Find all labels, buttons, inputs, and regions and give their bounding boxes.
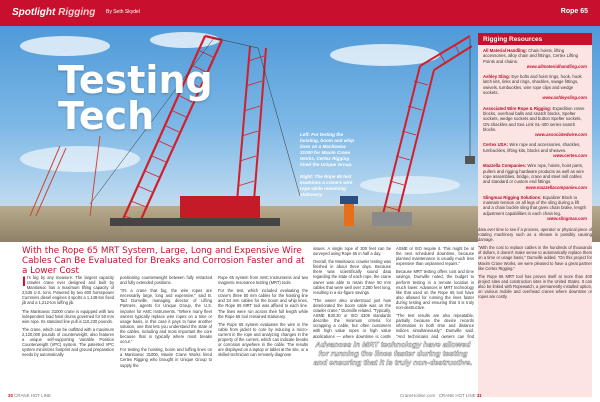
sidebar-entry-text: Equalizer Block to maintain tension on all legs of the sling during a lift and a chain buckle sling that gives chain brake, length adjustment capabilities in each chain leg. (483, 194, 586, 216)
body-paragraph: The crane, which can be outfitted with a maximum 2,120,000 pounds of counterweight, also features a unique self-supporting Variable Position Counterweight (VPC) system. The patented VPC system minimizes footprint and ground preparation needs by automatically (22, 326, 114, 358)
body-paragraph: "It's a crane that big, the wire ropes are necessarily large, long and expensive," said B. Tad Dumville, managing director of Lifting Partners, agents for Unique Group, the U.S. importer for AMC Instruments. "Where many fleet owners typically replace wire ropes on a time or usage basis, in this case it pays to have another solution, one that lets you understand the state of the cables, including and most important the core because that is typically where most breaks occur." (120, 288, 212, 345)
body-paragraph: The Manitowoc 31000 crane is equipped with two independent load hoist drums governed for 50 mm wire rope. Its standard line pull is 110,230 pounds. (22, 308, 114, 324)
body-column-4 (313, 246, 391, 338)
publication-name-left: CRANE HOT LINE (14, 393, 51, 398)
body-column-1 (22, 275, 114, 390)
sidebar-entry (483, 48, 587, 69)
header-bar-right (300, 0, 600, 26)
body-paragraph: For testing the hoisting, boom and luffing lines on a Manitowoc 31000, Maxim Crane Works hired Certex Rigging who brought in Unique Group to supply the (120, 347, 212, 368)
drop-cap: I (22, 275, 26, 289)
sidebar-entry-name: Associated Wire Rope & Rigging: (483, 105, 552, 111)
body-paragraph: t's big by any measure. The largest capacity crawler crane ever designed and built by Manitowoc has a maximum lifting capacity of 2,535 U.S. tons. Powered by two 600 horsepower Cummins diesel engines it sports a 1,148-ton fixed jib and a 1,212-ton luffing jib. (22, 275, 114, 306)
body-column-5 (396, 246, 474, 338)
body-paragraph: ASME or ISO require it. This might be at the next scheduled downtime, because planned maintenance is usually much less expensive than unplanned repairs." (396, 246, 474, 267)
byline: By Seth Skydel (106, 9, 140, 15)
sidebar-entry (483, 163, 587, 189)
title-line-1: Testing (58, 58, 213, 102)
body-paragraph: The Rope 65 MRT tool has proven itself at more than 400 project sites and construction sites in the United States. It can also be linked with Ropewatch, a permanently installed option, on various mobile and overhead cranes where downtime or ropes are costly. (478, 273, 592, 300)
body-column-2 (120, 275, 212, 390)
sidebar-entry (483, 74, 587, 100)
sidebar-entry-text: Chain hoists, lifting accessories, alloy chain and fittings, Certex Lifting Points and chains. (483, 48, 579, 64)
body-paragraph: Overall, the Manitowoc crawler testing was finished in about three days. Because there was scientifically sound data regarding the state of each rope, the crane owner was able to retain three 50 mm cables that were well over 3,280 feet long, resulting in a six-figure savings. (313, 259, 391, 295)
page-number-right: 31 (476, 393, 482, 398)
publication-name-right: CRANE HOT LINE (438, 393, 476, 398)
header-bar-left (0, 0, 300, 26)
sidebar-entry-name: Ashley Sling: (483, 74, 511, 80)
sidebar-entry-name: Certex USA: (483, 142, 509, 148)
footer-left (8, 393, 51, 398)
body-paragraph: "With the cost to replace cables in the hundreds of thousands of dollars, it doesn't make sense to automatically replace them on a time or usage basis," Dumville added. "On this project for Maxim Crane Works, we were pleased to have a great partner like Certex Rigging." (478, 245, 592, 271)
article-subtitle: With the Rope 65 MRT System, Large, Long and Expensive Wire Cables Can Be Evaluated for Breaks and Corrosion Faster and at a Lower Cost (22, 246, 305, 276)
sidebar-entry-url[interactable]: www.mazzellacompanies.com (525, 184, 587, 190)
body-paragraph: issues. A single rope of 300 feet can be surveyed using Rope 65 in half a day. (313, 246, 391, 257)
sidebar-entry (483, 195, 587, 221)
sidebar-entry (483, 142, 587, 158)
body-paragraph: Rope 65 system from AMC Instruments and two magnetic resonance testing (MRT) tools. (218, 275, 308, 286)
rigging-label: Rigging (58, 7, 96, 18)
body-paragraph: Because MRT testing offers cost and time savings, Dumville noted, the budget to perform testing in a remote location is much lower. Advances in MRT technology like that used on the Rope 65 tool have also allowed for running the lines faster during testing and ensuring that it is truly non-destructive. (396, 269, 474, 311)
sidebar-entry-name: All Material Handling: (483, 48, 527, 53)
caption-left: Left: For testing the hoisting, boom and whip lines on a Manitowoc 31000 for Maxim Crane Works, Certex Rigging hired the Unique Group. (300, 132, 355, 167)
sidebar-entry-url[interactable]: www.ashleysling.com (542, 95, 587, 101)
sidebar-entry-url[interactable]: www.certex.com (553, 153, 587, 159)
section-label (12, 7, 95, 18)
body-paragraph: data over time to see if a process, operator or physical piece of rotating machinery such as a sheave is possibly causing damage. (478, 227, 592, 243)
sidebar-entry-text: Wire rope and accessories, shackles, turnbuckles, lifting kits, blocks and sheaves. (483, 142, 581, 153)
sidebar-entry-text: Wire rope, hoists, hoist parts, pullers and rigging hardware products as well as wire rope assemblies, bridge, crane and steel mill cables and standard or custom end fittings. (483, 163, 585, 185)
website-label[interactable]: CraneHotline.com (400, 393, 436, 398)
body-paragraph: For the test, which included evaluating the crane's three 50 mm cables for the hoisting line and 34 mm cables for the boom and whip lines, the Rope 65 MRT tool was affixed to each line. The lines were run across their full length while the Rope 65 tool remained stationary. (218, 288, 308, 319)
sidebar-title: Rigging Resources (478, 33, 592, 45)
page-number-left: 30 (8, 393, 13, 398)
footer-right (400, 393, 482, 398)
caption-right: Right: The Rope 65 test examines a crane's wire rope while remaining stationary. (300, 174, 353, 197)
sidebar-entry-name: Mazzella Companies: (483, 163, 527, 169)
sidebar-entry-url[interactable]: www.slingmax.com (547, 216, 587, 222)
sidebar-entry-name: Slingmax Rigging Solutions: (483, 194, 542, 200)
body-paragraph: "The test results are also repeatable, partially because the device records information in both time and distance indices simultaneously," Dumville said. "And technicians and owners can find (396, 313, 474, 338)
sidebar-entry (483, 106, 587, 138)
body-paragraph: positioning counterweight between fully retracted and fully extended positions. (120, 275, 212, 286)
section-title: Rope 65 (560, 8, 588, 15)
sidebar-entry-url[interactable]: www.allmaterialhandling.com (526, 63, 587, 69)
spotlight-label: Spotlight (12, 7, 56, 18)
body-paragraph: "The owner also understood just how deteriorated the boom cable was on the crawler crane," Dumville related. "Typically, ASME B30.30 or ISO 4309 standards describe the minimum criteria for scrapping a cable, but often customers with high value ropes or high value applications — where downtime is costly (313, 297, 391, 338)
sidebar-entry-text: Expedition crane blocks, overhaul balls and snatch blocks, Spelter sockets, wedge sockets and button Spelter sockets, GN shackles and Sea Link SL-400 series snatch blocks. (483, 105, 585, 132)
body-paragraph: The Rope 65 system evaluates the wire in the cable from jacket to core by inducing a micro-current in the rope and analyzing changes in the property of the current, which can indicate breaks or corrosion anywhere in the cable. The results are displayed on a laptop or tablet at the site, or a skilled technician can remotely diagnose (218, 321, 308, 358)
photo-caption (300, 132, 360, 204)
body-column-6-text (478, 227, 592, 391)
pull-quote: Advances in MRT technology have allowed for running the lines faster during testing and ensuring that it is truly non-destructive. (313, 340, 473, 367)
body-column-3 (218, 275, 308, 390)
sidebar-entry-text: Eye bolts and hoist rings, hook, hook latch kits, links and rings, shackles, swage fittings, swivels, turnbuckles, wire rope clips and wedge sockets. (483, 74, 582, 96)
title-line-2: Tech (58, 94, 155, 138)
article-title (58, 58, 213, 138)
sidebar-entry-url[interactable]: www.associatedwire.com (535, 132, 587, 138)
